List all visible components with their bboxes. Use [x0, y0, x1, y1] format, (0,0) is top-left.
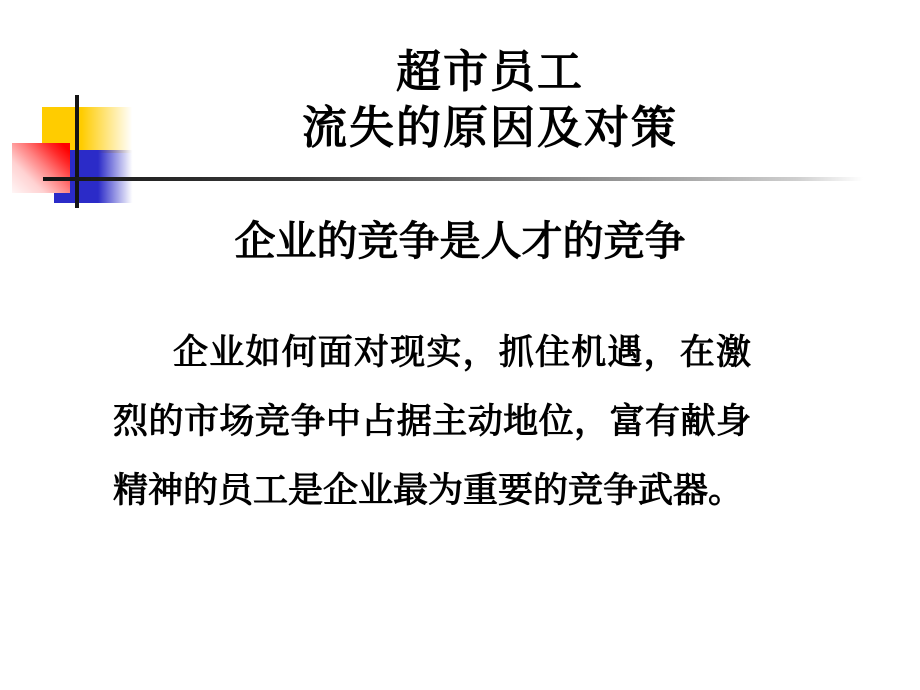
- slide-title: [0, 44, 920, 156]
- body-text-block: [113, 318, 751, 525]
- slide-title-line1: 超市员工: [395, 47, 584, 97]
- horizontal-divider-line: [43, 177, 863, 181]
- body-text-line-1: 企业如何面对现实，抓住机遇，在激: [173, 333, 751, 372]
- slide-title-line2: 流失的原因及对策: [301, 103, 678, 153]
- slide-subtitle: 企业的竞争是人才的竞争: [234, 218, 686, 264]
- body-text-line-2: 烈的市场竞争中占据主动地位，富有献身: [113, 402, 751, 441]
- body-text-line-3: 精神的员工是企业最为重要的竞争武器。: [113, 471, 744, 510]
